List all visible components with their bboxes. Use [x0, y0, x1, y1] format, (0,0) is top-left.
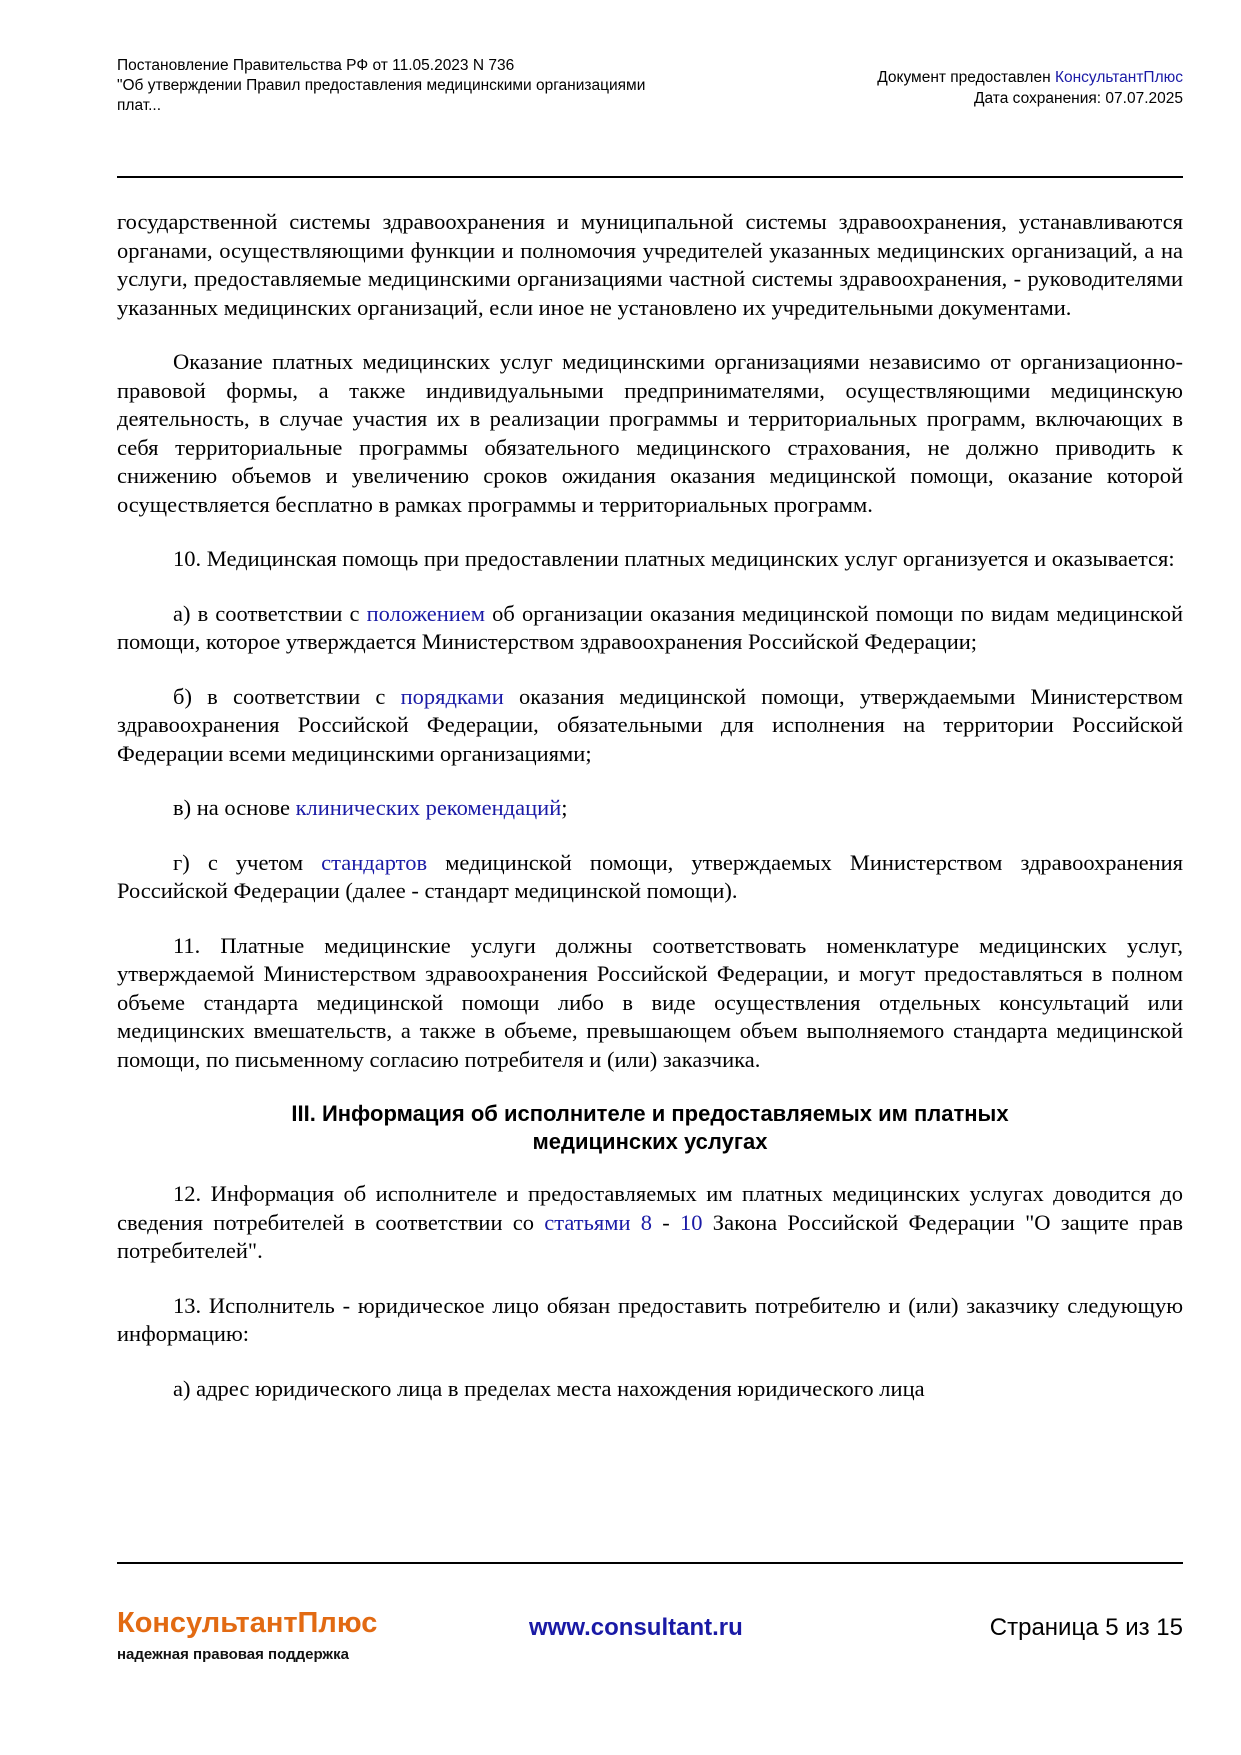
link-standards[interactable]: стандартов [321, 849, 428, 875]
provider-link[interactable]: КонсультантПлюс [1054, 69, 1183, 86]
doc-title-line-3: плат... [117, 97, 162, 114]
doc-title-line-1: Постановление Правительства РФ от 11.05.2023 N 736 [117, 57, 515, 74]
document-body [117, 208, 1183, 1429]
link-article-10[interactable]: 10 [680, 1209, 703, 1235]
footer-divider [117, 1562, 1183, 1564]
page-footer [117, 1606, 1183, 1676]
provided-by-label: Документ предоставлен [877, 69, 1055, 86]
paragraph: 10. Медицинская помощь при предоставлении платных медицинских услуг организуется и оказывается: [173, 546, 1175, 571]
doc-title-line-2: "Об утверждении Правил предоставления медицинскими организациями [117, 77, 646, 94]
paragraph: Оказание платных медицинских услуг медицинскими организациями независимо от организационно-правовой формы, а также индивидуальными предпринимателями, осуществляющими медицинскую деятельность, в случае участия их в реализации программы и территориальных программ, включающих в себя территориальные программы обязательного медицинского страхования, не должно приводить к снижению объемов и увеличению сроков ожидания оказания медицинской помощи, оказание которой осуществляется бесплатно в рамках программы и территориальных программ. [117, 349, 1183, 517]
header-divider [117, 176, 1183, 178]
paragraph: 13. Исполнитель - юридическое лицо обязан предоставить потребителю и (или) заказчику следующую информацию: [117, 1292, 1183, 1346]
brand-logo: КонсультантПлюс [117, 1607, 378, 1639]
page-number: Страница 5 из 15 [989, 1614, 1183, 1641]
document-title [117, 56, 737, 116]
page-header [117, 56, 1183, 178]
site-link[interactable]: www.consultant.ru [529, 1614, 743, 1641]
paragraph: а) адрес юридического лица в пределах места нахождения юридического лица [173, 1375, 925, 1401]
brand-tagline: надежная правовая поддержка [117, 1646, 349, 1663]
paragraph: б) в соответствии с порядками оказания медицинской помощи, утверждаемыми Министерством здравоохранения Российской Федерации, обязательными для исполнения на территории Российской Федерации всеми медицинскими организациями; [117, 683, 1183, 766]
link-article-8[interactable]: статьями 8 [544, 1209, 653, 1235]
document-provider-info [877, 67, 1183, 109]
link-polozhenie[interactable]: положением [366, 600, 486, 626]
save-date: Дата сохранения: 07.07.2025 [974, 90, 1183, 107]
paragraph: 12. Информация об исполнителе и предоставляемых им платных медицинских услугах доводится до сведения потребителей в соответствии со статьями 8 - 10 Закона Российской Федерации "О защите прав потребителей". [117, 1181, 1183, 1263]
paragraph: в) на основе клинических рекомендаций; [173, 795, 568, 820]
link-clinical-recommendations[interactable]: клинических рекомендаций [295, 795, 562, 820]
paragraph: 11. Платные медицинские услуги должны соответствовать номенклатуре медицинских услуг, утверждаемой Министерством здравоохранения Российской Федерации, и могут предоставляться в полном объеме стандарта медицинской помощи либо в виде осуществления отдельных консультаций или медицинских вмешательств, а также в объеме, превышающем объем выполняемого стандарта медицинской помощи, по письменному согласию потребителя и (или) заказчика. [117, 932, 1183, 1072]
paragraph: а) в соответствии с положением об организации оказания медицинской помощи по видам медицинской помощи, которое утверждается Министерством здравоохранения Российской Федерации; [117, 600, 1183, 654]
paragraph: г) с учетом стандартов медицинской помощи, утверждаемых Министерством здравоохранения Российской Федерации (далее - стандарт медицинской помощи). [117, 849, 1183, 903]
section-title: III. Информация об исполнителе и предоставляемых им платных медицинских услугах [291, 1101, 1009, 1154]
link-poryadki[interactable]: порядками [400, 683, 504, 709]
paragraph: государственной системы здравоохранения и муниципальной системы здравоохранения, устанавливаются органами, осуществляющими функции и полномочия учредителей указанных медицинских организаций, а на услуги, предоставляемые медицинскими организациями частной системы здравоохранения, - руководителями указанных медицинских организаций, если иное не установлено их учредительными документами. [117, 209, 1183, 320]
